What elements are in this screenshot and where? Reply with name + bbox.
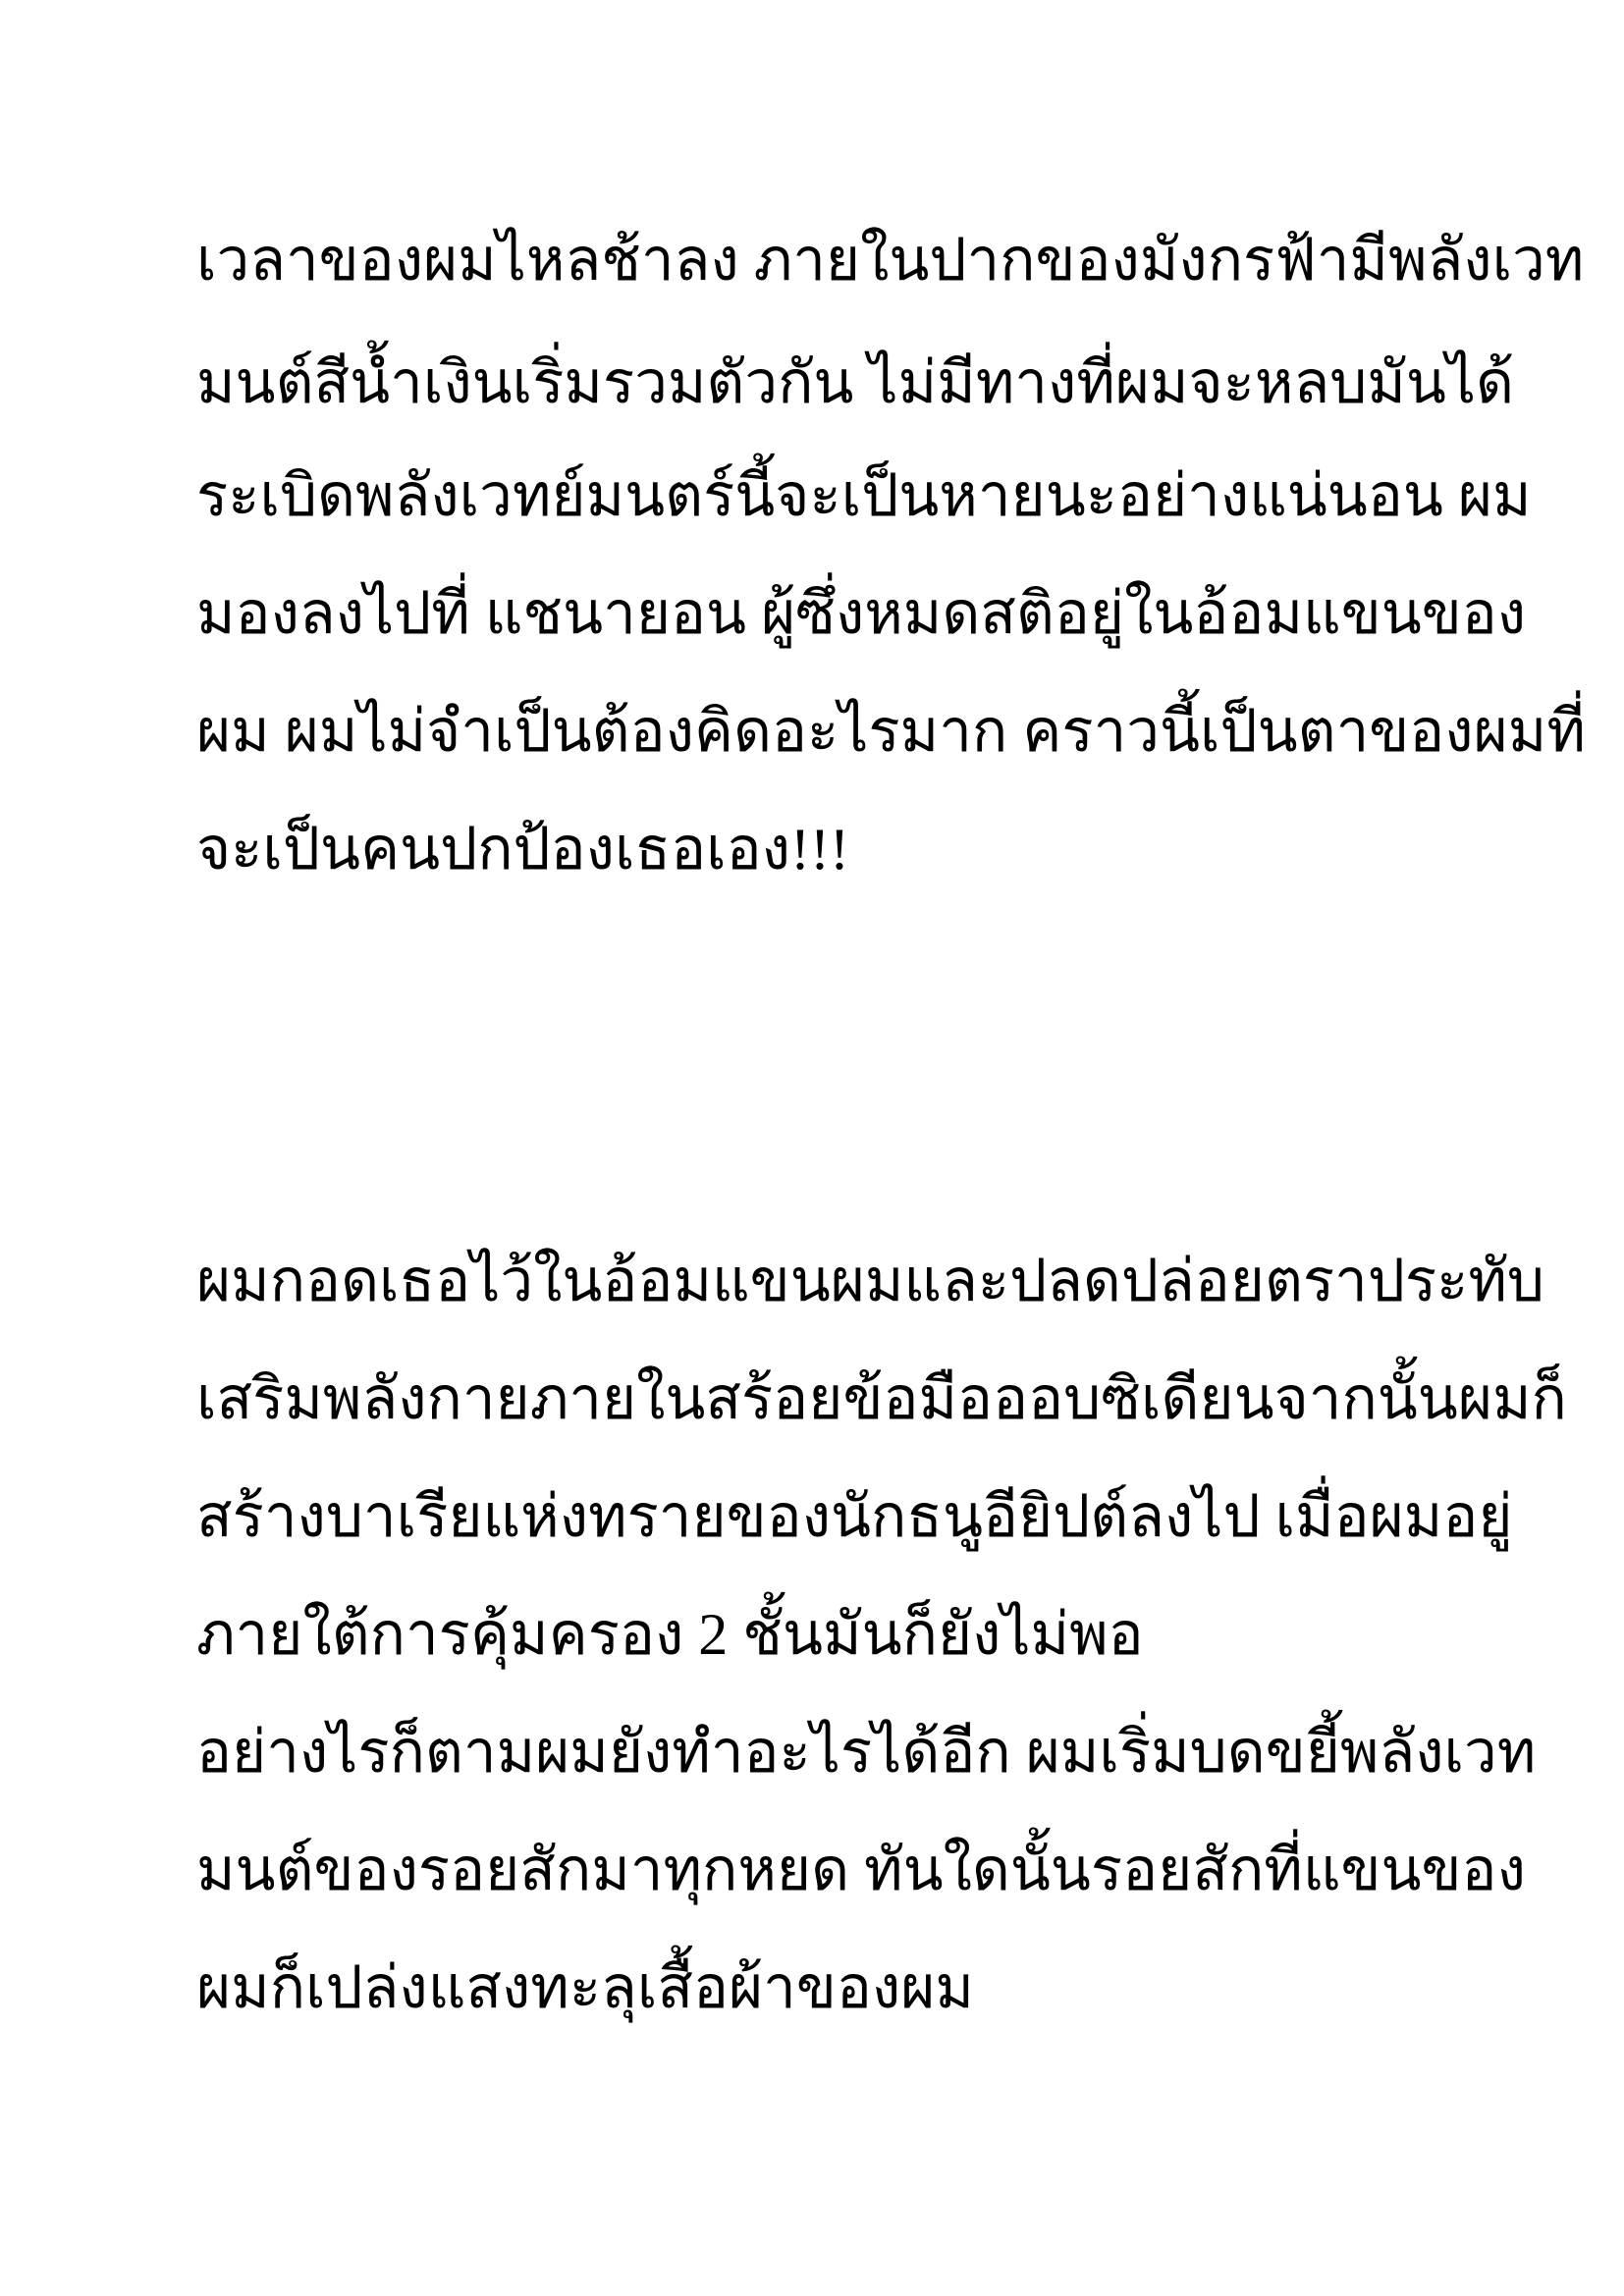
text-line: สร้างบาเรียแห่งทรายของนักธนูอียิปต์ลงไป เมื่อผมอยู่ [196,1484,1513,1549]
text-line: ผมกอดเธอไว้ในอ้อมแขนผมและปลดปล่อยตราประทับ [196,1249,1544,1313]
text-line: ผมก็เปล่งแสงทะลุเสื้อผ้าของผม [196,1955,974,2020]
text-line: มนต์ของรอยสักมาทุกหยด ทันใดนั้นรอยสักที่แขนของ [196,1838,1526,1902]
text-line: จะเป็นคนปกป้องเธอเอง!!! [196,817,849,881]
text-line: ระเบิดพลังเวทย์มนตร์นี้จะเป็นหายนะอย่างแน่นอน ผม [196,463,1532,528]
text-line: เวลาของผมไหลช้าลง ภายในปากของมังกรฟ้ามีพลังเวท [196,228,1585,293]
text-line: เสริมพลังกายภายในสร้อยข้อมือออบซิเดียนจากนั้นผมก็ [196,1366,1567,1431]
text-line: อย่างไรก็ตามผมยังทำอะไรได้อีก ผมเริ่มบดขยี้พลังเวท [196,1720,1537,1785]
text-line: มองลงไปที่ แชนายอน ผู้ซึ่งหมดสติอยู่ในอ้อมแขนของ [196,581,1527,646]
text-line: ภายใต้การคุ้มครอง 2 ชั้นมันก็ยังไม่พอ [196,1602,1144,1667]
text-line: ผม ผมไม่จำเป็นต้องคิดอะไรมาก คราวนี้เป็นตาของผมที่ [196,699,1586,764]
text-line: มนต์สีน้ำเงินเริ่มรวมตัวกัน ไม่มีทางที่ผมจะหลบมันได้ [196,350,1515,415]
